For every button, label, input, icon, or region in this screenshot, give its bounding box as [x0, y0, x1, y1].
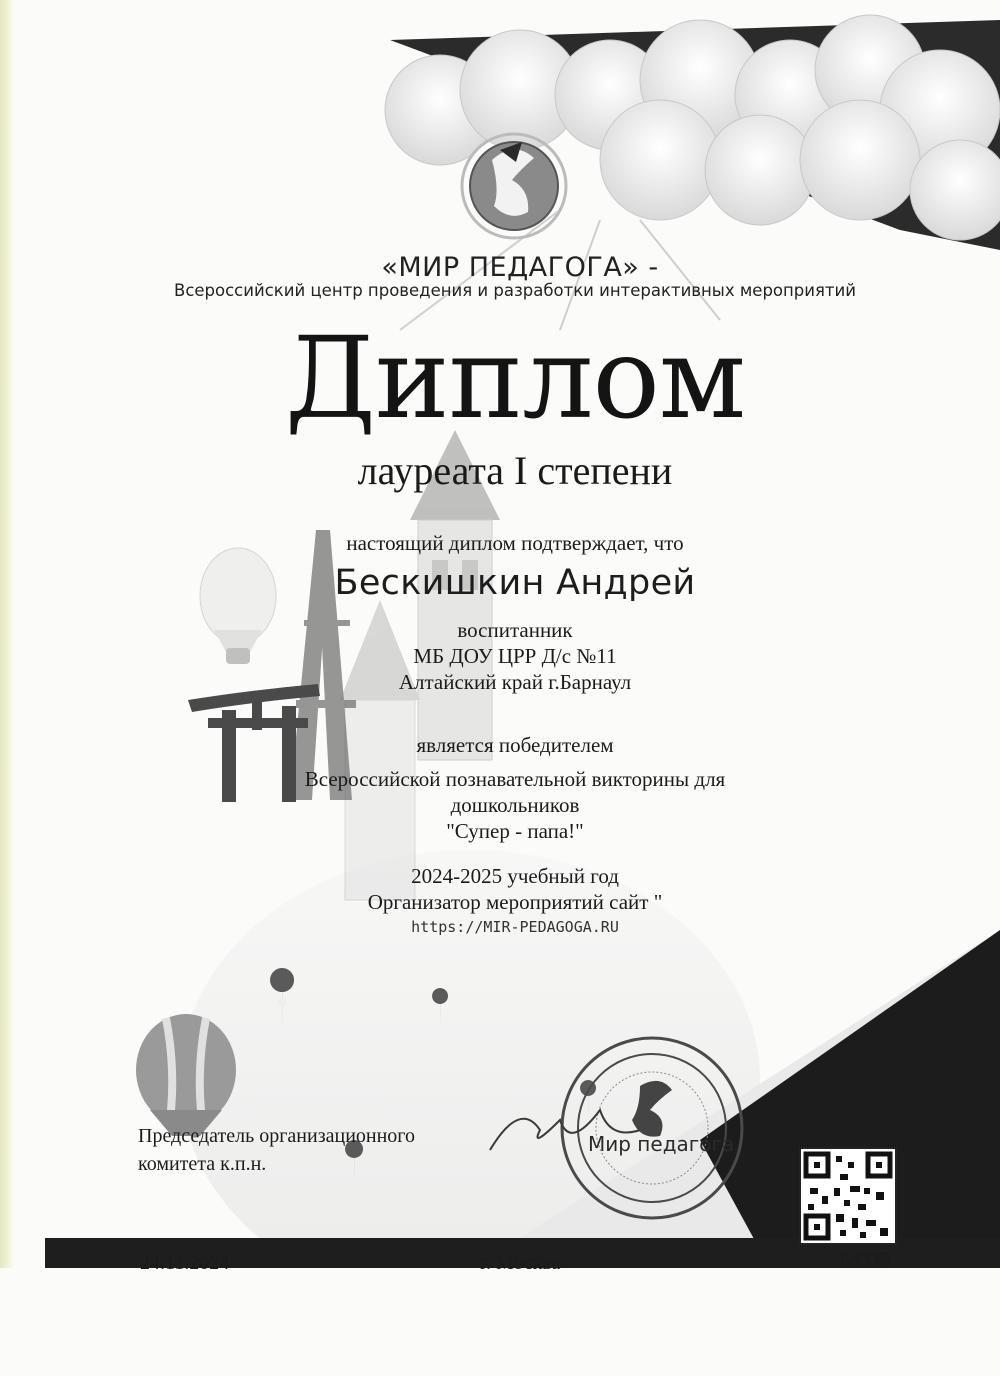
- recipient-role: воспитанник: [457, 618, 573, 642]
- issue-date: 24.11.2024: [140, 1252, 230, 1274]
- organization-description: Всероссийский центр проведения и разработки интерактивных мероприятий: [174, 281, 856, 300]
- organizer-url: https://MIR-PEDAGOGA.RU: [411, 918, 619, 936]
- event-name-line2: дошкольников: [450, 793, 580, 817]
- registration-number: 63335: [840, 1248, 890, 1270]
- event-name-line3: "Супер - папа!": [446, 819, 584, 843]
- diploma-subtitle: лауреата I степени: [357, 448, 673, 493]
- organization-name: «МИР ПЕДАГОГА» -: [381, 252, 659, 283]
- chair-line1: Председатель организационного: [138, 1125, 416, 1147]
- organizer-text: Организатор мероприятий сайт ": [367, 890, 663, 914]
- qr-code: [800, 1148, 896, 1244]
- chair-line2: комитета к.п.н.: [138, 1153, 267, 1175]
- award-status: является победителем: [416, 733, 614, 757]
- logo-emblem: [462, 134, 566, 238]
- recipient-name: Бескишкин Андрей: [334, 563, 696, 603]
- academic-year: 2024-2025 учебный год: [411, 864, 619, 888]
- chair-signature-label: [138, 1122, 415, 1178]
- recipient-location: Алтайский край г.Барнаул: [398, 670, 632, 694]
- recipient-institution: МБ ДОУ ЦРР Д/с №11: [413, 644, 617, 668]
- diploma-title: Диплом: [284, 314, 746, 444]
- issue-city: г. Москва: [480, 1252, 561, 1274]
- confirm-text: настоящий диплом подтверждает, что: [346, 531, 684, 555]
- event-name-line1: Всероссийской познавательной викторины для: [304, 767, 726, 791]
- stamp-name: Мир педагога: [588, 1132, 735, 1156]
